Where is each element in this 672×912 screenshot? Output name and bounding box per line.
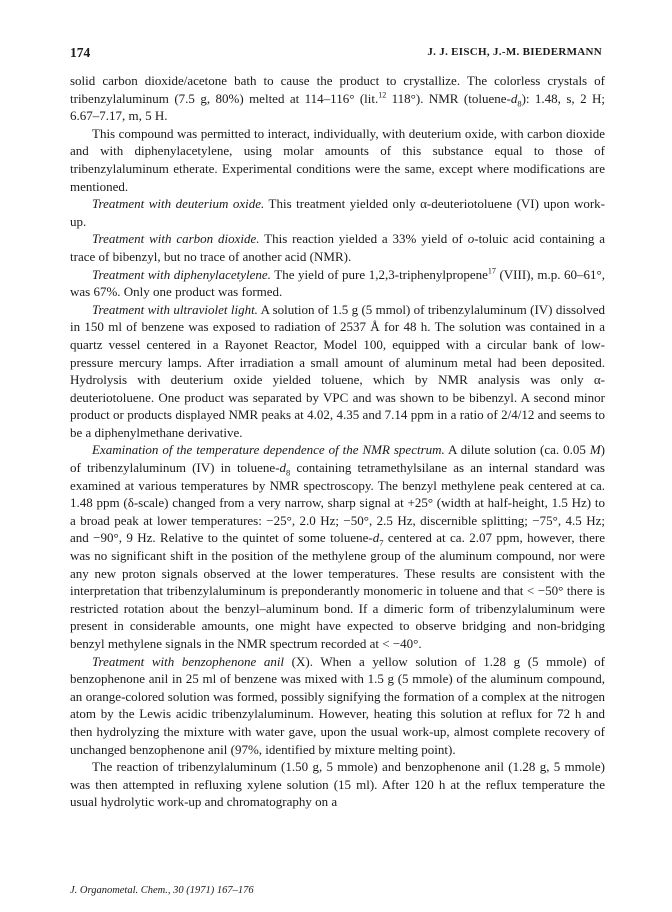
paragraph-nmr-data: solid carbon dioxide/acetone bath to cause the product to crystallize. The colorless crystals of tribenzylaluminum (7.5 g, 80%) melted at 114–116° (lit.$^{12}$ 118°). NMR $(toluene-d_8)$: 1.48, s, 2 H; 6.67–7.17, m, 5 H. <box>70 73 605 124</box>
paragraph-deuterium-oxide: Treatment with deuterium oxide. This treatment yielded only α-deuteriotoluene (VI) upon work-up. <box>70 196 605 229</box>
section-title: Treatment with deuterium oxide. <box>92 196 265 212</box>
paragraph-temperature-nmr: Examination of the temperature dependence of the NMR spectrum. A dilute solution (ca. 0.05 M) of tribenzylaluminum (IV) in toluene-$d_8$ containing tetramethylsilane as an internal standard was examined at various temperatures by NMR spectroscopy. The benzyl methylene peak centered at ca. 1.48 ppm (δ-scale) changed from a very narrow, sharp signal at +25° (width at half-height, 1.5 Hz) to a broad peak at lower temperatures: −25°, 2.0 Hz; −50°, 2.5 Hz, discernible splitting; −75°, 4.5 Hz; and −90°, 9 Hz. Relative to the quintet of some toluene-$d_7$ centered at ca. 2.07 ppm, however, there was no significant shift in the position of the methylene group of the aluminum compound, nor were any new proton signals observed at the lower temperatures. These results are consistent with the interpretation that tribenzylaluminum is preponderantly monomeric in toluene and that < −50° there is restricted rotation about the benzyl–aluminum bond. If a dimeric form of tribenzylaluminum were present in considerable amounts, one might have expected to observe bridging and non-bridging benzyl methylene signals in the NMR spectrum recorded at < −40°. <box>70 442 605 651</box>
journal-citation: J. Organometal. Chem., 30 (1971) 167–176 <box>70 885 254 896</box>
section-title: Treatment with ultraviolet light. <box>92 301 258 317</box>
paragraph-interaction: This compound was permitted to interact, individually, with deuterium oxide, with carbon dioxide and with diphenylacetylene, using molar amounts of this substance equal to those of tribenzylaluminum etherate. Experimental conditions were the same, except where modifications are mentioned. <box>70 125 605 194</box>
page-number: 174 <box>70 45 91 60</box>
section-title: Treatment with benzophenone anil <box>92 653 285 669</box>
paragraph-carbon-dioxide: Treatment with carbon dioxide. This reaction yielded a 33% yield of o-toluic acid containing a trace of bibenzyl, but no trace of another acid (NMR). <box>70 231 606 264</box>
page-header <box>70 44 602 64</box>
section-title: Examination of the temperature dependence of the NMR spectrum. <box>92 442 445 458</box>
running-head: J. J. EISCH, J.-M. BIEDERMANN <box>427 46 602 58</box>
paragraph-xylene-reaction: The reaction of tribenzylaluminum (1.50 g, 5 mmole) and benzophenone anil (1.28 g, 5 mmole) was then attempted in refluxing xylene solution (15 ml). After 120 h at the reflux temperature the usual hydrolytic work-up and chromatography on a <box>70 759 605 810</box>
paragraph-ultraviolet: Treatment with ultraviolet light. A solution of 1.5 g (5 mmol) of tribenzylaluminum (IV) dissolved in 150 ml of benzene was exposed to radiation of 2537 Å for 48 h. The solution was contained in a quartz vessel centered in a Rayonet Reactor, Model 100, equipped with a circular bank of low-pressure mercury lamps. After irradiation a small amount of aluminum metal had been deposited. Hydrolysis with deuterium oxide yielded toluene, which by NMR analysis was only α-deuteriotoluene. One product was separated by VPC and was shown to be bibenzyl. A second minor product or products displayed NMR peaks at 4.02, 4.35 and 7.14 ppm in a ratio of 2/4/12 and seems to be a diphenylmethane derivative. <box>70 301 605 440</box>
paragraph-diphenylacetylene: Treatment with diphenylacetylene. The yield of pure 1,2,3-triphenylpropene$^{17}$ (VIII), m.p. 60–61°, was 67%. Only one product was formed. <box>70 266 605 300</box>
paragraph-benzophenone-anil: Treatment with benzophenone anil (X). When a yellow solution of 1.28 g (5 mmole) of benzophenone anil in 25 ml of benzene was mixed with 1.5 g (5 mmole) of the aluminum compound, an orange-colored solution was formed, possibly signifying the formation of a complex at the nitrogen atom by the Lewis acidic tribenzylaluminum. However, heating this solution at reflux for 72 h and then hydrolyzing the mixture with water gave, upon the usual work-up, almost complete recovery of unchanged benzophenone anil (97%, identified by mixture melting point). <box>70 653 605 757</box>
body-text <box>70 72 605 811</box>
section-title: Treatment with diphenylacetylene. <box>92 266 271 282</box>
section-title: Treatment with carbon dioxide. <box>92 231 260 247</box>
